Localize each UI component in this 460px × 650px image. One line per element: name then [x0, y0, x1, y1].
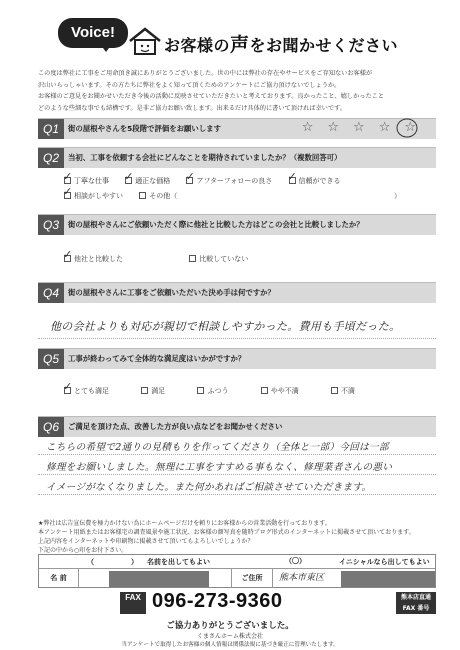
- address-value[interactable]: 熊本市東区: [279, 573, 325, 583]
- option-careful-work[interactable]: ✓丁寧な仕事: [64, 176, 109, 186]
- fax-tag: [396, 592, 436, 614]
- thanks-text: ご協力ありがとうございました。: [166, 621, 294, 631]
- intro-line: どのような些細な事でも結構です。是非ご協力お願い致します。出来るだけ具体的に書いて頂ければ幸いです。: [38, 104, 346, 112]
- name-consent-open[interactable]: （: [87, 558, 94, 566]
- option-easy-consult[interactable]: ✓相談がしやすい: [64, 191, 123, 201]
- q3-options: [64, 254, 262, 264]
- page-title: [164, 30, 398, 57]
- option-very-satisfied[interactable]: ✓とても満足: [64, 386, 109, 396]
- q2-options-row2: [64, 191, 401, 201]
- q6-answer-line[interactable]: 修理をお願いしました。無理に工事をすすめる事もなく、修理業者さんの悪い: [46, 462, 393, 473]
- q2-options-row1: [64, 176, 355, 186]
- q1-header: [38, 119, 436, 139]
- star-icon[interactable]: ☆: [404, 120, 430, 135]
- address-label: ご住所: [231, 569, 273, 588]
- checkbox[interactable]: [64, 387, 71, 394]
- note-line: 本アンケート用紙またはお客様宅の調査風景や施工状況、お客様の顔写真を随時ブログ形式のインターネットに掲載させて頂いております。: [38, 529, 415, 536]
- name-label: 名 前: [39, 569, 79, 588]
- option-not-compared[interactable]: 比較していない: [189, 254, 248, 264]
- checkbox[interactable]: [64, 192, 71, 199]
- q6-answer-line[interactable]: こちらの希望で2通りの見積もりを作ってくださり（全体と一部）今回は一部: [46, 442, 389, 453]
- checkbox[interactable]: [186, 177, 193, 184]
- q6-number: Q6: [38, 417, 64, 437]
- q1-text: 街の屋根やさんを5段階で評価をお願いします: [68, 124, 221, 133]
- fax-icon: FAX: [120, 592, 146, 614]
- star-icon[interactable]: ☆: [301, 120, 328, 135]
- option-dissatisfied[interactable]: 不満: [331, 386, 355, 396]
- checkbox[interactable]: [189, 255, 196, 262]
- checkbox[interactable]: [64, 255, 71, 262]
- hand-drawn-circle-icon: [395, 116, 419, 140]
- checkbox[interactable]: [289, 177, 296, 184]
- star-icon[interactable]: ☆: [353, 120, 379, 135]
- speech-tail-icon: [100, 44, 112, 52]
- q4-answer[interactable]: 他の会社よりも対応が親切で相談しやすかった。費用も手頃だった。: [50, 320, 401, 333]
- title-prefix: お客様の: [164, 36, 231, 55]
- intro-line: お客様のご意見をお聞かせいただき今後の活動に反映させていただきたいと考えております。良かったこと、嬉しかったこと: [38, 93, 385, 100]
- option-neutral[interactable]: ふつう: [197, 386, 228, 396]
- answer-line: [38, 454, 436, 455]
- fax-tag-line1: 熊本店直通: [400, 594, 431, 601]
- intro-text: [38, 68, 438, 114]
- checkbox[interactable]: [64, 177, 71, 184]
- q6-header: [38, 417, 436, 437]
- q4-number: Q4: [38, 283, 64, 303]
- initial-consent-label: イニシャルなら出してもよい: [339, 558, 430, 566]
- q1-number: Q1: [38, 119, 64, 139]
- option-compared[interactable]: ✓他社と比較した: [64, 254, 123, 264]
- fax-tag-line2: FAX 番号: [402, 605, 430, 612]
- option-satisfied[interactable]: 満足: [141, 386, 165, 396]
- consent-row: [39, 555, 435, 569]
- answer-line: [38, 494, 436, 495]
- note-line: 上記内容をインターネットや印刷物に掲載させて頂いてもよろしいでしょうか？: [38, 538, 254, 545]
- q6-text: ご満足を頂けた点、改善した方が良い点などをお聞かせください: [68, 422, 283, 431]
- title-suffix: をお聞かせください: [249, 36, 399, 55]
- answer-line: [38, 474, 436, 475]
- q2-text: 当初、工事を依頼する会社にどんなことを期待されていましたか？（複数回答可）: [68, 153, 342, 162]
- title-big: 声: [230, 34, 250, 56]
- checkbox[interactable]: [331, 387, 338, 394]
- q2-header: [38, 148, 436, 168]
- q3-number: Q3: [38, 215, 64, 235]
- name-consent-label: 名前を出してもよい: [147, 558, 210, 566]
- option-aftercare[interactable]: ✓ アフターフォローの良さ: [186, 176, 272, 186]
- close-paren: ）: [394, 192, 401, 200]
- house-icon: [128, 26, 162, 56]
- star-icon[interactable]: ☆: [378, 120, 405, 135]
- answer-line: [38, 338, 436, 339]
- checkbox[interactable]: [141, 387, 148, 394]
- fax-number: 096-273-9360: [152, 590, 283, 612]
- redacted-name: [109, 571, 209, 587]
- name-consent-close[interactable]: ）: [131, 558, 138, 566]
- note-line: 下記の中から○印をお付下さい。: [38, 547, 128, 554]
- initial-consent-mark[interactable]: （〇）: [285, 557, 306, 565]
- checkbox[interactable]: [261, 387, 268, 394]
- q4-header: [38, 283, 436, 303]
- q2-number: Q2: [38, 148, 64, 168]
- note-line: ★弊社は広告宣伝費を極力かけない為にホームページだけを頼りにお客様からの営業活動を行っております。: [38, 520, 331, 527]
- redacted-address: [341, 571, 435, 587]
- voice-badge: Voice!: [58, 18, 128, 48]
- option-fair-price[interactable]: ✓ 適正な価格: [125, 176, 170, 186]
- option-trustworthy[interactable]: ✓ 信頼ができる: [289, 176, 341, 186]
- company-name: くまさんホーム株式会社: [196, 633, 263, 640]
- header: [0, 0, 460, 66]
- intro-line: この度は弊社に工事をご用命頂き誠にありがとうございました。世の中には弊社の存在やサービスをご存知ないお客様が: [38, 70, 373, 77]
- checkbox[interactable]: [125, 177, 132, 184]
- consent-form: [38, 554, 436, 588]
- q5-header: [38, 349, 436, 369]
- q3-text: 街の屋根やさんにご依頼いただく際に他社と比較した方はどこの会社と比較しましたか？: [68, 220, 364, 229]
- q4-text: 街の屋根やさんに工事をご依頼いただいた決め手は何ですか？: [68, 288, 275, 297]
- checkbox[interactable]: [197, 387, 204, 394]
- q5-text: 工事が終わってみて全体的な満足度はいかがですか？: [68, 354, 246, 363]
- q6-answer-line[interactable]: イメージがなくなりました。また何かあればご相談させていただきます。: [46, 482, 372, 493]
- option-other[interactable]: その他（: [139, 191, 177, 201]
- option-somewhat-dissatisfied[interactable]: やや不満: [261, 386, 299, 396]
- fax-bar: [120, 592, 436, 614]
- q5-number: Q5: [38, 349, 64, 369]
- intro-line: 沢山いらっしゃいます。その方たちに弊社をよく知って頂くためのアンケートにご協力頂けないでしょうか。: [38, 81, 341, 89]
- question-1: [38, 118, 436, 140]
- checkbox[interactable]: [139, 192, 146, 199]
- star-icon[interactable]: ☆: [327, 120, 354, 135]
- q5-options: [64, 386, 369, 396]
- privacy-note: 当アンケートで取得したお客様の個人情報は関係法規に基づき厳正に管理いたします。: [121, 642, 339, 648]
- publication-notes: [38, 519, 448, 555]
- q3-header: [38, 215, 436, 235]
